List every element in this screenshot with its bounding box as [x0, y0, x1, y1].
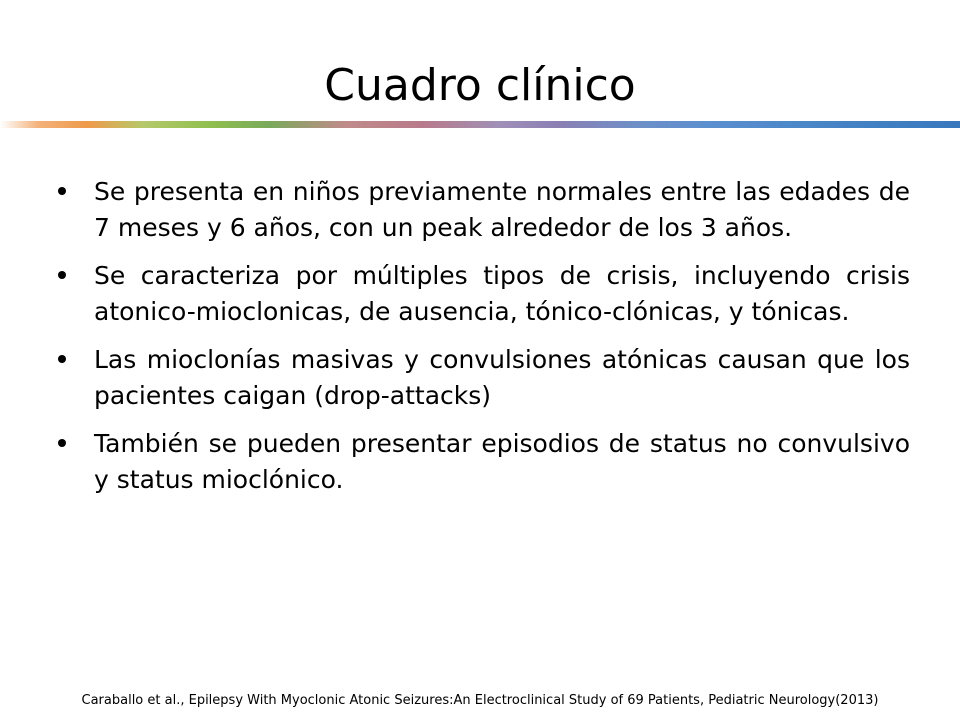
title-underline-gradient [0, 121, 960, 128]
slide-content [58, 174, 910, 510]
bullet-dot-icon [58, 271, 66, 279]
bullet-dot-icon [58, 439, 66, 447]
bullet-dot-icon [58, 355, 66, 363]
citation-footer: Caraballo et al., Epilepsy With Myoclonic Atonic Seizures:An Electroclinical Study of 69 Patients, Pediatric Neurology(2013) [81, 693, 879, 708]
bullet-item [58, 258, 910, 330]
bullet-list [58, 174, 910, 498]
bullet-text: También se pueden presentar episodios de status no convulsivo y status mioclónico. [94, 429, 910, 494]
slide-title: Cuadro clínico [324, 60, 636, 111]
bullet-text: Las mioclonías masivas y convulsiones atónicas causan que los pacientes caigan (drop-attacks) [94, 345, 910, 410]
bullet-text: Se presenta en niños previamente normales entre las edades de 7 meses y 6 años, con un peak alrededor de los 3 años. [94, 177, 910, 242]
bullet-item [58, 342, 910, 414]
bullet-item [58, 174, 910, 246]
bullet-text: Se caracteriza por múltiples tipos de crisis, incluyendo crisis atonico-mioclonicas, de ausencia, tónico-clónicas, y tónicas. [94, 261, 910, 326]
bullet-item [58, 426, 910, 498]
bullet-dot-icon [58, 187, 66, 195]
